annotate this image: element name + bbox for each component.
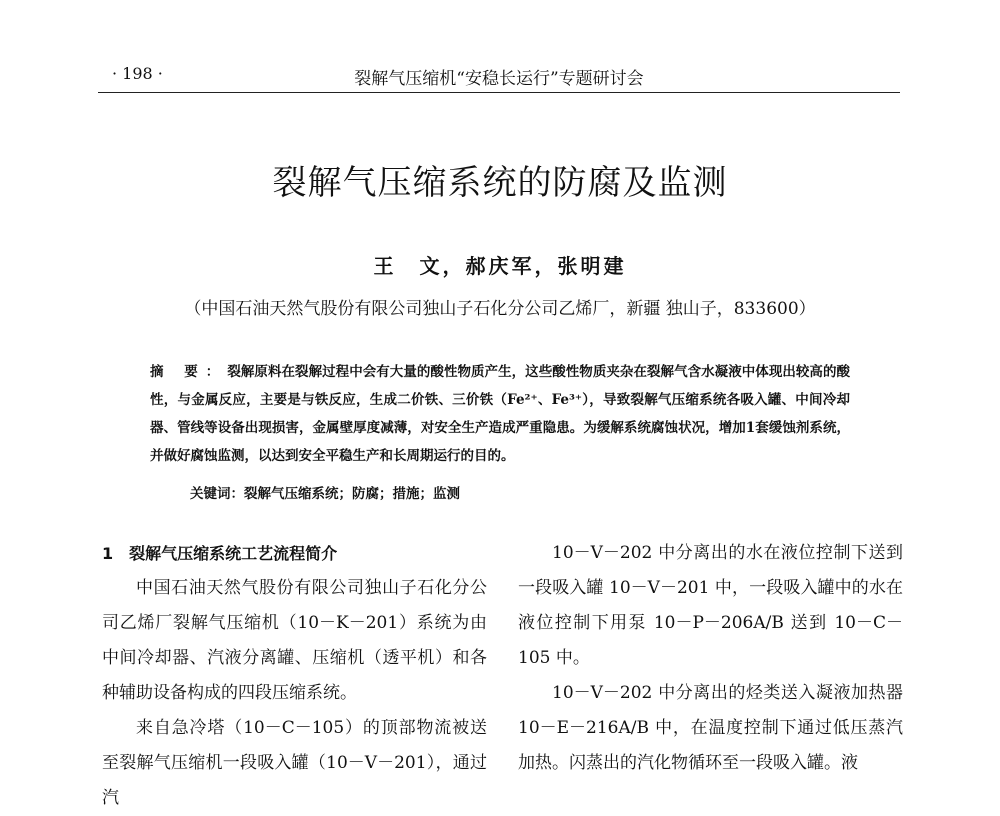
paragraph: 10－V－202 中分离出的水在液位控制下送到一段吸入罐 10－V－201 中，一段吸入罐中的水在液位控制下用泵 10－P－206A/B 送到 10－C－105 中。 [518, 543, 903, 668]
abstract [150, 358, 850, 470]
paragraph: 10－V－202 中分离出的烃类送入凝液加热器 10－E－216A/B 中，在温度控制下通过低压蒸汽加热。闪蒸出的汽化物循环至一段吸入罐。液 [518, 683, 903, 773]
left-column [102, 536, 487, 816]
abstract-text: 裂解原料在裂解过程中会有大量的酸性物质产生，这些酸性物质夹杂在裂解气含水凝液中体现出较高的酸性，与金属反应，主要是与铁反应，生成二价铁、三价铁（Fe²⁺、Fe³⁺），导致裂解气压缩系统各吸入罐、中间冷却器、管线等设备出现损害，金属壁厚度减薄，对安全生产造成严重隐患。为缓解系统腐蚀状况，增加1套缓蚀剂系统，并做好腐蚀监测，以达到安全平稳生产和长周期运行的目的。 [150, 364, 851, 464]
right-column [518, 536, 903, 781]
page-number: · 198 · [112, 64, 163, 83]
keywords-text: 裂解气压缩系统；防腐；措施；监测 [244, 486, 460, 502]
abstract-label: 摘 要： [150, 364, 228, 380]
paragraph: 来自急冷塔（10－C－105）的顶部物流被送至裂解气压缩机一段吸入罐（10－V－201），通过汽 [102, 718, 487, 808]
paper-title: 裂解气压缩系统的防腐及监测 [272, 163, 728, 203]
affiliation: （中国石油天然气股份有限公司独山子石化分公司乙烯厂，新疆 独山子，833600） [184, 299, 816, 319]
keywords [190, 482, 460, 502]
running-header [98, 62, 900, 93]
running-title: 裂解气压缩机“安稳长运行”专题研讨会 [354, 69, 644, 89]
paragraph: 中国石油天然气股份有限公司独山子石化分公司乙烯厂裂解气压缩机（10－K－201）系统为由中间冷却器、汽液分离罐、压缩机（透平机）和各种辅助设备构成的四段压缩系统。 [102, 578, 487, 703]
keywords-label: 关键词： [190, 486, 244, 502]
author-list: 王 文，郝庆军，张明建 [373, 254, 627, 278]
section-heading: 1 裂解气压缩系统工艺流程简介 [102, 544, 338, 563]
